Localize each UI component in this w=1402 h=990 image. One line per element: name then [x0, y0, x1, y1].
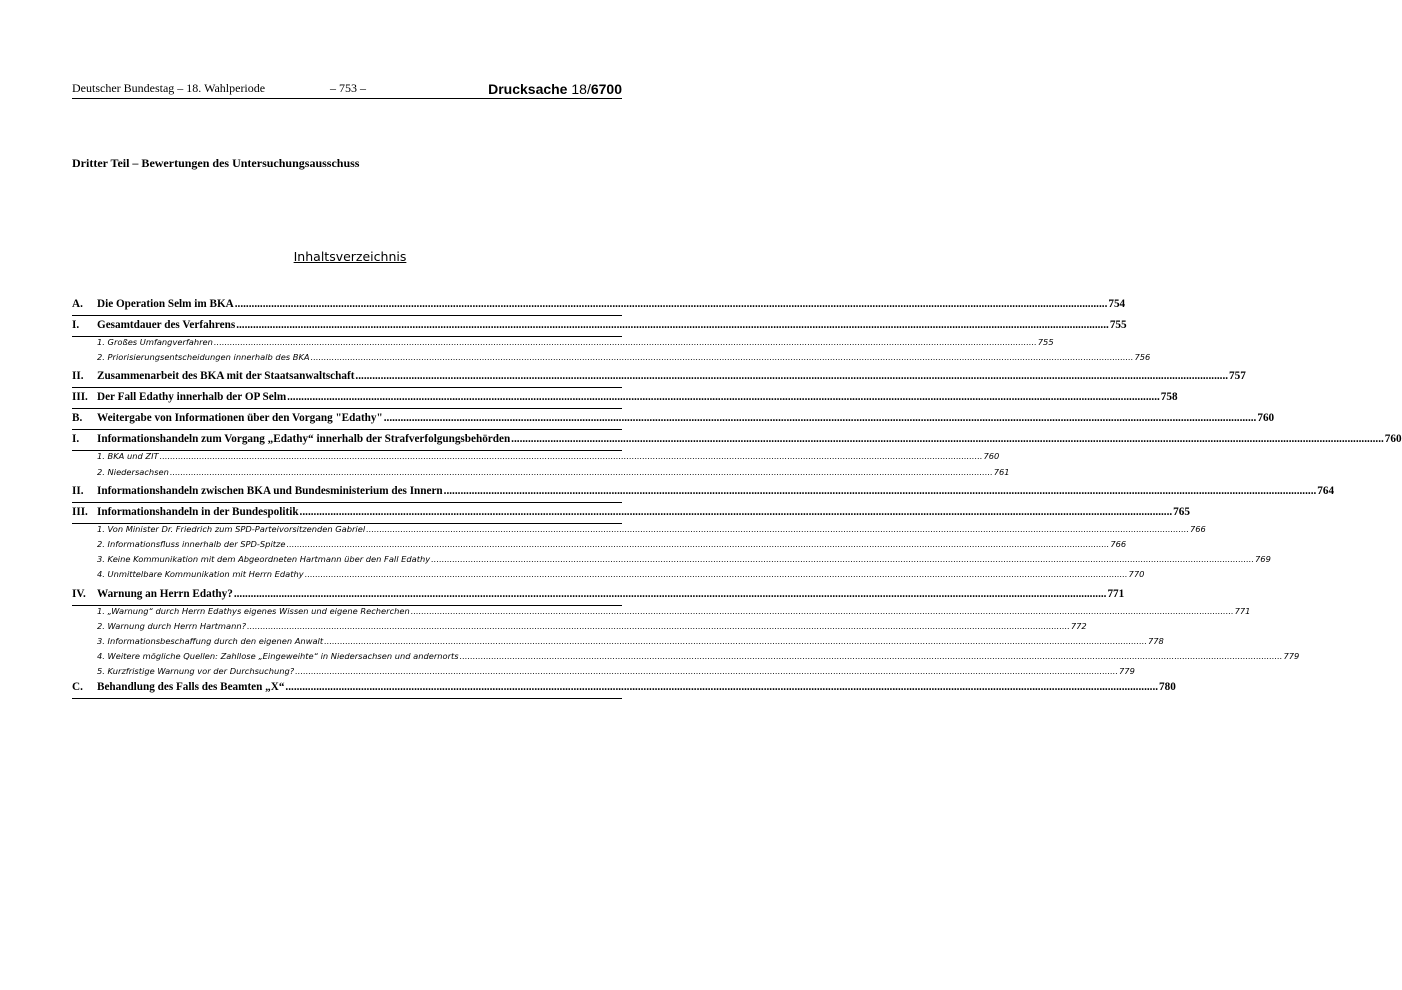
toc-entry-label: Der Fall Edathy innerhalb der OP Selm [97, 391, 287, 404]
toc-leader-dots [286, 539, 1109, 549]
toc-title: Inhaltsverzeichnis [293, 249, 407, 264]
toc-entry-page: 779 [1283, 651, 1300, 662]
toc-subentry[interactable] [72, 651, 1300, 666]
toc-entry-label: 2. Warnung durch Herrn Hartmann? [97, 620, 247, 631]
toc-leader-dots [170, 467, 993, 477]
toc-entry-page: 766 [1110, 538, 1127, 549]
toc-entry-number: II. [72, 484, 84, 497]
toc-entry[interactable] [72, 298, 1126, 316]
toc-subentry[interactable] [72, 635, 1164, 651]
toc-subentry[interactable] [72, 352, 1151, 367]
toc-entry-label: 4. Unmittelbare Kommunikation mit Herrn Edathy [97, 569, 304, 580]
toc-entry-label: Warnung an Herrn Edathy? [97, 587, 233, 600]
toc-leader-dots [384, 412, 1257, 424]
toc-entry-number: C. [72, 681, 83, 694]
toc-leader-dots [285, 681, 1158, 693]
toc-entry-label: 5. Kurzfristige Warnung vor der Durchsuchung? [97, 666, 295, 677]
toc-subentry[interactable] [72, 569, 1145, 584]
toc-entry-page: 779 [1119, 666, 1135, 677]
toc-entry[interactable] [72, 484, 1335, 503]
toc-entry-label: Behandlung des Falls des Beamten „X“ [97, 681, 285, 694]
toc-entry[interactable] [72, 391, 1178, 409]
toc-subentry[interactable] [72, 466, 1010, 482]
toc-subentry[interactable] [72, 451, 1000, 466]
toc-entry-page: 771 [1234, 605, 1251, 616]
toc-subentry[interactable] [72, 337, 1054, 352]
toc-entry-number: A. [72, 298, 83, 310]
toc-entry-label: 2. Informationsfluss innerhalb der SPD-Spitze [97, 538, 286, 549]
toc-leader-dots [247, 621, 1070, 631]
toc-entry-page: 772 [1070, 620, 1087, 631]
toc-entry[interactable] [72, 587, 1125, 606]
toc-entry-page: 766 [1190, 523, 1206, 534]
toc-entry-number: I. [72, 319, 80, 331]
toc-subentry[interactable] [72, 666, 1135, 681]
toc-entry-page: 755 [1037, 337, 1054, 347]
toc-entry-label: Informationshandeln in der Bundespolitik [97, 505, 299, 518]
header-document-number [488, 81, 622, 97]
toc-leader-dots [431, 554, 1254, 564]
toc-leader-dots [324, 636, 1147, 646]
toc-entry-label: Gesamtdauer des Verfahrens [97, 319, 236, 331]
toc-entry-number: II. [72, 370, 84, 383]
toc-leader-dots [511, 433, 1384, 445]
toc-entry-label: Informationshandeln zum Vorgang „Edathy“ innerhalb der Strafverfolgungsbehörden [97, 433, 511, 446]
toc-entry-page: 770 [1128, 569, 1145, 580]
toc-entry-number: III. [72, 505, 88, 518]
toc-entry-page: 758 [1160, 391, 1178, 404]
toc-leader-dots [411, 606, 1234, 616]
toc-entry-number: IV. [72, 587, 86, 600]
toc-entry[interactable] [72, 370, 1246, 388]
header-parliament: Deutscher Bundestag – 18. Wahlperiode [72, 81, 266, 95]
part-title: Dritter Teil – Bewertungen des Untersuchungsausschuss [72, 156, 360, 170]
toc-entry-page: 761 [993, 466, 1010, 477]
toc-leader-dots [355, 370, 1228, 382]
toc-leader-dots [214, 337, 1037, 347]
toc-entry-label: 1. Großes Umfangverfahren [97, 337, 213, 347]
toc-entry-page: 760 [1384, 433, 1402, 446]
toc-entry-page: 755 [1109, 319, 1127, 331]
header-drucksache-period: 18/ [567, 81, 591, 97]
toc-entry-label: 3. Informationsbeschaffung durch den eigenen Anwalt [97, 635, 324, 646]
toc-entry-page: 771 [1107, 587, 1125, 600]
toc-leader-dots [236, 319, 1109, 331]
table-of-contents [72, 298, 1402, 699]
toc-entry[interactable] [72, 433, 1402, 451]
toc-entry-number: I. [72, 433, 80, 446]
toc-entry-page: 778 [1147, 635, 1164, 646]
toc-subentry[interactable] [72, 554, 1271, 569]
toc-leader-dots [234, 588, 1107, 600]
toc-leader-dots [300, 506, 1173, 518]
toc-entry-page: 757 [1229, 370, 1246, 383]
toc-entry-page: 765 [1173, 505, 1190, 518]
header-drucksache-number: 6700 [590, 81, 622, 97]
toc-entry-label: Die Operation Selm im BKA [97, 298, 234, 310]
toc-entry-label: Informationshandeln zwischen BKA und Bundesministerium des Innern [97, 484, 443, 497]
toc-entry[interactable] [72, 505, 1190, 524]
toc-entry-page: 760 [1257, 412, 1275, 425]
header-page-number: – 753 – [330, 81, 366, 95]
toc-subentry[interactable] [72, 538, 1127, 554]
toc-leader-dots [305, 569, 1128, 579]
toc-entry-page: 756 [1134, 352, 1151, 363]
toc-entry-page: 760 [983, 451, 1000, 462]
toc-leader-dots [287, 391, 1160, 403]
page-header [72, 78, 622, 99]
toc-entry-label: 2. Niedersachsen [97, 466, 169, 477]
toc-leader-dots [160, 451, 983, 461]
toc-entry-label: 1. Von Minister Dr. Friedrich zum SPD-Parteivorsitzenden Gabriel [97, 523, 366, 534]
toc-leader-dots [235, 298, 1108, 310]
toc-entry[interactable] [72, 319, 1127, 337]
toc-entry-label: Weitergabe von Informationen über den Vorgang "Edathy" [97, 412, 383, 425]
toc-leader-dots [460, 651, 1283, 661]
toc-entry-label: 2. Priorisierungsentscheidungen innerhalb des BKA [97, 352, 310, 363]
toc-leader-dots [366, 524, 1189, 534]
toc-entry[interactable] [72, 412, 1275, 430]
toc-entry-label: 3. Keine Kommunikation mit dem Abgeordneten Hartmann über den Fall Edathy [97, 554, 431, 565]
toc-subentry[interactable] [72, 620, 1087, 636]
toc-entry-label: 1. „Warnung“ durch Herrn Edathys eigenes Wissen und eigene Recherchen [97, 605, 410, 616]
toc-leader-dots [444, 485, 1317, 497]
toc-entry-page: 764 [1317, 484, 1335, 497]
toc-entry-page: 754 [1108, 298, 1126, 310]
toc-entry-number: III. [72, 391, 88, 404]
toc-subentry[interactable] [72, 523, 1206, 539]
toc-entry-label: Zusammenarbeit des BKA mit der Staatsanwaltschaft [97, 370, 355, 383]
toc-entry-page: 780 [1159, 681, 1176, 694]
toc-leader-dots [295, 666, 1118, 676]
toc-entry-label: 1. BKA und ZIT [97, 451, 159, 462]
toc-entry-page: 769 [1255, 554, 1271, 565]
toc-entry[interactable] [72, 681, 1176, 699]
toc-entry-number: B. [72, 412, 83, 425]
header-drucksache-label: Drucksache [488, 81, 568, 97]
toc-leader-dots [311, 352, 1134, 362]
toc-subentry[interactable] [72, 605, 1251, 621]
toc-entry-label: 4. Weitere mögliche Quellen: Zahllose „Eingeweihte“ in Niedersachsen und andernorts [97, 651, 459, 662]
